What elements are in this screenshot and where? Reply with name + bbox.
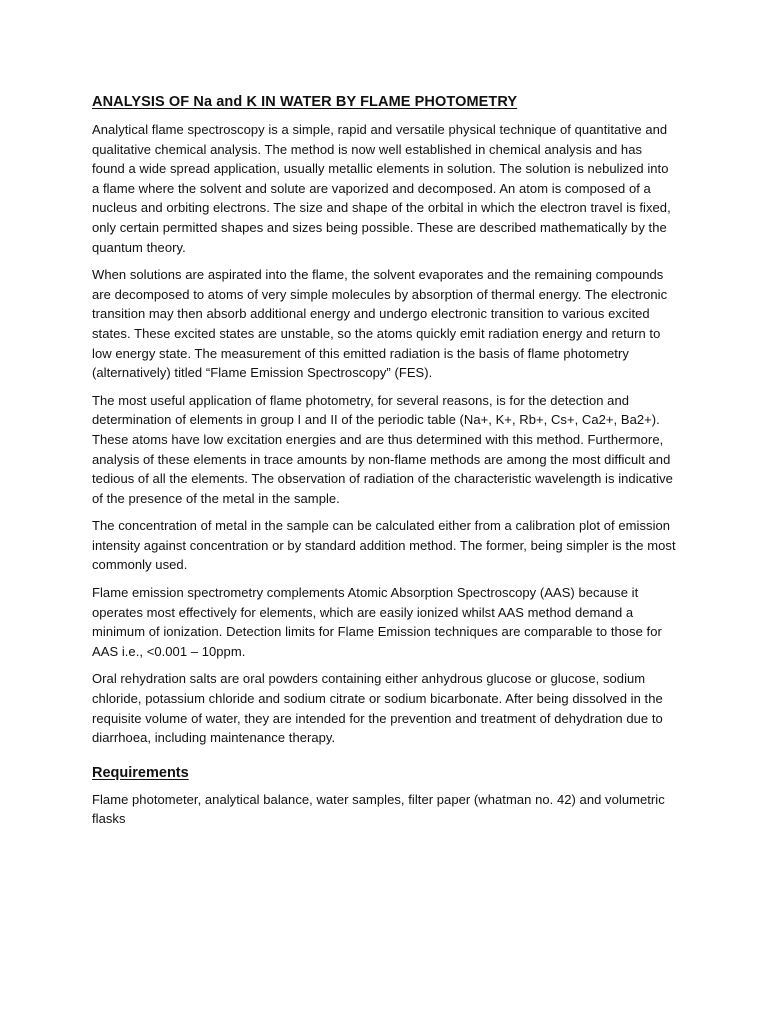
requirements-heading: Requirements <box>92 764 189 781</box>
paragraph-oral-rehydration: Oral rehydration salts are oral powders containing either anhydrous glucose or glucose, sodium chloride, potassium chloride and sodium citrate or sodium bicarbonate. After being dissolved in the requisite volume of water, they are intended for the prevention and treatment of dehydration due to diarrhoea, including maintenance therapy. <box>92 671 663 746</box>
document-page <box>92 92 678 837</box>
document-title: ANALYSIS OF Na and K IN WATER BY FLAME PHOTOMETRY <box>92 94 518 110</box>
requirements-text: Flame photometer, analytical balance, water samples, filter paper (whatman no. 42) and volumetric flasks <box>92 791 665 827</box>
paragraph-aspiration: When solutions are aspirated into the flame, the solvent evaporates and the remaining compounds are decomposed to atoms of very simple molecules by absorption of thermal energy. The electronic transition may then absorb additional energy and undergo electronic transition to various excited states. These excited states are unstable, so the atoms quickly emit radiation energy and return to low energy state. The measurement of this emitted radiation is the basis of flame photometry (alternatively) titled “Flame Emission Spectroscopy” (FES). <box>92 267 668 381</box>
paragraph-concentration: The concentration of metal in the sample can be calculated either from a calibration plot of emission intensity against concentration or by standard addition method. The former, being simpler is the most commonly used. <box>92 518 676 573</box>
paragraph-applications: The most useful application of flame photometry, for several reasons, is for the detection and determination of elements in group I and II of the periodic table (Na+, K+, Rb+, Cs+, Ca2+, Ba2+). These atoms have low excitation energies and are thus determined with this method. Furthermore, analysis of these elements in trace amounts by non-flame methods are among the most difficult and tedious of all the elements. The observation of radiation of the characteristic wavelength is indicative of the presence of the metal in the sample. <box>92 392 673 506</box>
paragraph-aas-comparison: Flame emission spectrometry complements Atomic Absorption Spectroscopy (AAS) because it operates most effectively for elements, which are easily ionized whilst AAS method demand a minimum of ionization. Detection limits for Flame Emission techniques are comparable to those for AAS i.e., <0.001 – 10ppm. <box>92 585 662 659</box>
paragraph-introduction: Analytical flame spectroscopy is a simple, rapid and versatile physical technique of quantitative and qualitative chemical analysis. The method is now well established in chemical analysis and has found a wide spread application, usually metallic elements in solution. The solution is nebulized into a flame where the solvent and solute are vaporized and decomposed. An atom is composed of a nucleus and orbiting electrons. The size and shape of the orbital in which the electron travel is fixed, only certain permitted shapes and sizes being possible. These are described mathematically by the quantum theory. <box>92 122 671 255</box>
